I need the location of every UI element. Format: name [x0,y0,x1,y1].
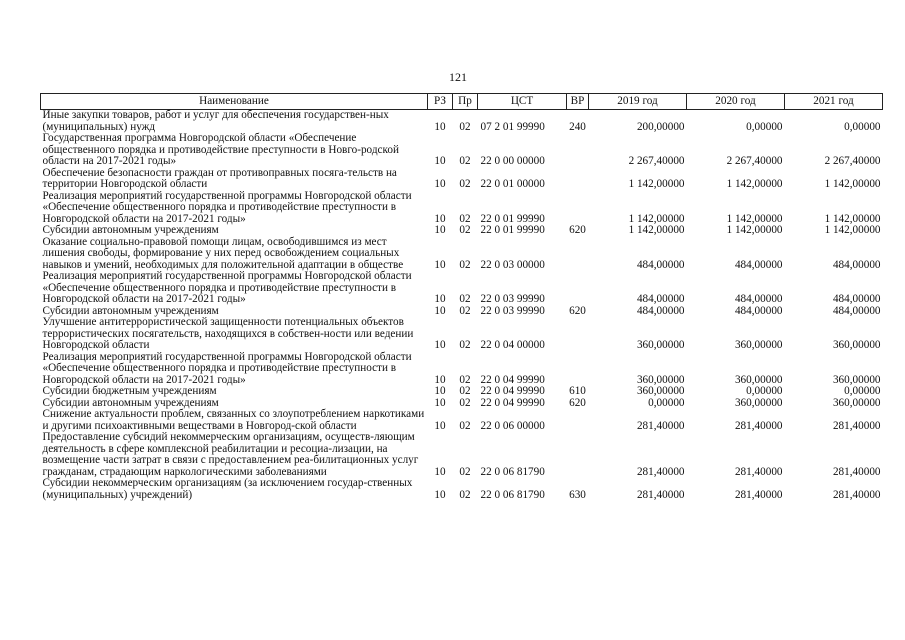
row-rz: 10 [434,293,446,305]
row-pr: 02 [459,224,471,236]
row-vr [567,271,589,306]
header-2019: 2019 год [589,94,687,110]
row-value-2020: 484,00000 [734,258,783,271]
row-cst: 22 0 03 99990 [480,304,545,317]
row-value-2019: 484,00000 [636,258,685,271]
row-cst: 22 0 04 00000 [480,339,545,351]
row-vr [567,133,589,168]
row-cst: 22 0 06 81790 [480,465,545,478]
row-rz: 10 [434,385,446,397]
row-value-2020: 2 267,40000 [726,155,783,167]
row-pr: 02 [459,304,471,317]
table-row [41,225,883,237]
row-name: Снижение актуальности проблем, связанных со злоупотреблением наркотиками и другими психоактивными веществами в Новгород-ской области [42,408,425,432]
row-pr: 02 [459,396,471,409]
row-vr: 620 [569,224,586,236]
header-pr: Пр [453,94,478,110]
row-pr: 02 [459,258,471,271]
row-vr [567,317,589,352]
row-rz: 10 [434,224,446,236]
header-2020: 2020 год [687,94,785,110]
row-value-2020: 281,40000 [734,465,783,478]
row-cst: 22 0 03 00000 [480,258,545,271]
row-rz: 10 [434,178,446,190]
row-rz: 10 [434,155,446,167]
table-row [41,409,883,432]
table-row [41,168,883,191]
row-value-2020: 0,00000 [746,120,783,133]
row-vr: 620 [569,396,586,409]
row-rz: 10 [434,465,446,478]
row-pr: 02 [459,465,471,478]
row-value-2019: 484,00000 [636,304,685,317]
row-rz: 10 [434,120,446,133]
row-cst: 22 0 03 99990 [480,293,545,305]
row-value-2019: 1 142,00000 [628,224,685,236]
row-value-2021: 360,00000 [832,373,881,386]
row-cst: 22 0 00 00000 [480,155,545,167]
row-name: Субсидии некоммерческим организациям (за исключением государ-ственных (муниципальных) учреждений) [42,477,413,501]
row-pr: 02 [459,373,471,386]
row-name: Субсидии бюджетным учреждениям [42,385,217,397]
row-pr: 02 [459,120,471,133]
row-value-2020: 360,00000 [734,396,783,409]
row-pr: 02 [459,419,471,432]
row-cst: 22 0 04 99990 [480,385,545,397]
row-name: Предоставление субсидий некоммерческим организациям, осуществ-ляющим деятельность в сфере комплексной реабилитации и ресоциа-лизации, на возмещение части затрат в связи с предоставлением реа-билитационных услуг гражданам, страдающим наркологическими заболеваниями [42,431,419,478]
row-name: Реализация мероприятий государственной программы Новгородской области «Обеспечение общественного порядка и противодействие преступности в Новгородской области на 2017-2021 годы» [42,270,412,305]
row-vr [567,191,589,226]
row-rz: 10 [434,419,446,432]
row-pr: 02 [459,212,471,225]
row-vr [567,409,589,432]
row-value-2021: 281,40000 [832,488,881,501]
row-value-2020: 1 142,00000 [726,224,783,236]
row-value-2019: 360,00000 [636,339,685,351]
row-vr: 620 [569,304,586,317]
page-number: 121 [449,70,467,84]
row-name: Иные закупки товаров, работ и услуг для обеспечения государствен-ных (муниципальных) нужд [42,109,389,133]
row-name: Субсидии автономным учреждениям [42,396,219,409]
row-value-2021: 484,00000 [832,258,881,271]
row-name: Реализация мероприятий государственной программы Новгородской области «Обеспечение общественного порядка и противодействие преступности в Новгородской области на 2017-2021 годы» [42,350,412,386]
row-pr: 02 [459,385,471,397]
row-name: Государственная программа Новгородской области «Обеспечение общественного порядка и противодействие преступности в Новго-родской области на 2017-2021 годы» [42,132,399,167]
row-name: Реализация мероприятий государственной программы Новгородской области «Обеспечение общественного порядка и противодействие преступности в Новгородской области на 2017-2021 годы» [42,189,412,225]
row-value-2021: 0,00000 [844,120,881,133]
row-rz: 10 [434,339,446,351]
row-pr: 02 [459,293,471,305]
row-value-2019: 2 267,40000 [628,155,685,167]
header-vr: ВР [567,94,589,110]
row-cst: 22 0 06 00000 [480,419,545,432]
row-value-2020: 1 142,00000 [726,212,783,225]
row-value-2020: 360,00000 [734,339,783,351]
header-name: Наименование [41,94,428,110]
row-value-2019: 281,40000 [636,465,685,478]
budget-table-container [40,93,882,501]
row-value-2020: 1 142,00000 [726,178,783,190]
row-value-2019: 0,00000 [648,396,685,409]
row-cst: 07 2 01 99990 [480,120,545,133]
row-pr: 02 [459,488,471,501]
row-value-2021: 0,00000 [844,385,881,397]
row-value-2021: 484,00000 [832,304,881,317]
row-vr [567,237,589,272]
row-cst: 22 0 01 00000 [480,178,545,190]
row-value-2021: 360,00000 [832,339,881,351]
row-rz: 10 [434,304,446,317]
row-cst: 22 0 04 99990 [480,373,545,386]
row-name: Оказание социально-правовой помощи лицам, освободившимся из мест лишения свободы, формирование у них перед освобождением социальных навыков и умений, необходимых для положительной адаптации в обществе [42,235,404,271]
row-rz: 10 [434,212,446,225]
row-pr: 02 [459,178,471,190]
table-row [41,432,883,478]
row-pr: 02 [459,339,471,351]
row-vr [567,432,589,478]
row-value-2019: 200,00000 [636,120,685,133]
table-row [41,478,883,501]
row-value-2019: 1 142,00000 [628,178,685,190]
row-value-2020: 281,40000 [734,419,783,432]
row-vr [567,352,589,387]
table-row [41,237,883,272]
row-value-2019: 360,00000 [636,373,685,386]
table-row [41,133,883,168]
row-value-2021: 281,40000 [832,419,881,432]
budget-table [40,93,883,501]
row-cst: 22 0 01 99990 [480,212,545,225]
row-pr: 02 [459,155,471,167]
row-name: Субсидии автономным учреждениям [42,224,219,236]
row-value-2020: 484,00000 [734,293,783,305]
row-value-2019: 484,00000 [636,293,685,305]
row-value-2019: 360,00000 [636,385,685,397]
row-rz: 10 [434,488,446,501]
row-vr: 610 [569,385,586,397]
row-value-2021: 1 142,00000 [824,178,881,190]
row-rz: 10 [434,258,446,271]
table-row [41,352,883,387]
header-cst: ЦСТ [478,94,567,110]
table-header-row [41,94,883,110]
row-value-2021: 484,00000 [832,293,881,305]
row-cst: 22 0 06 81790 [480,488,545,501]
row-value-2020: 360,00000 [734,373,783,386]
row-value-2021: 1 142,00000 [824,212,881,225]
row-value-2021: 281,40000 [832,465,881,478]
row-value-2020: 0,00000 [746,385,783,397]
row-vr [567,168,589,191]
row-name: Субсидии автономным учреждениям [42,304,219,317]
row-value-2021: 1 142,00000 [824,224,881,236]
table-row [41,317,883,352]
row-value-2019: 281,40000 [636,419,685,432]
table-body [41,110,883,502]
row-value-2019: 1 142,00000 [628,212,685,225]
row-vr: 240 [569,120,586,133]
table-row [41,271,883,306]
row-name: Обеспечение безопасности граждан от противоправных посяга-тельств на территории Новгородской области [42,166,397,190]
row-rz: 10 [434,396,446,409]
table-row [41,191,883,226]
row-cst: 22 0 01 99990 [480,224,545,236]
table-row [41,386,883,398]
row-name: Улучшение антитеррористической защищенности потенциальных объектов террористических посягательств, находящихся в собствен-ности или ведении Новгородской области [42,316,414,351]
row-vr: 630 [569,488,586,501]
row-value-2021: 2 267,40000 [824,155,881,167]
row-value-2019: 281,40000 [636,488,685,501]
header-2021: 2021 год [785,94,883,110]
table-row [41,110,883,134]
row-rz: 10 [434,373,446,386]
row-value-2020: 281,40000 [734,488,783,501]
row-cst: 22 0 04 99990 [480,396,545,409]
header-rz: РЗ [428,94,453,110]
row-value-2020: 484,00000 [734,304,783,317]
row-value-2021: 360,00000 [832,396,881,409]
